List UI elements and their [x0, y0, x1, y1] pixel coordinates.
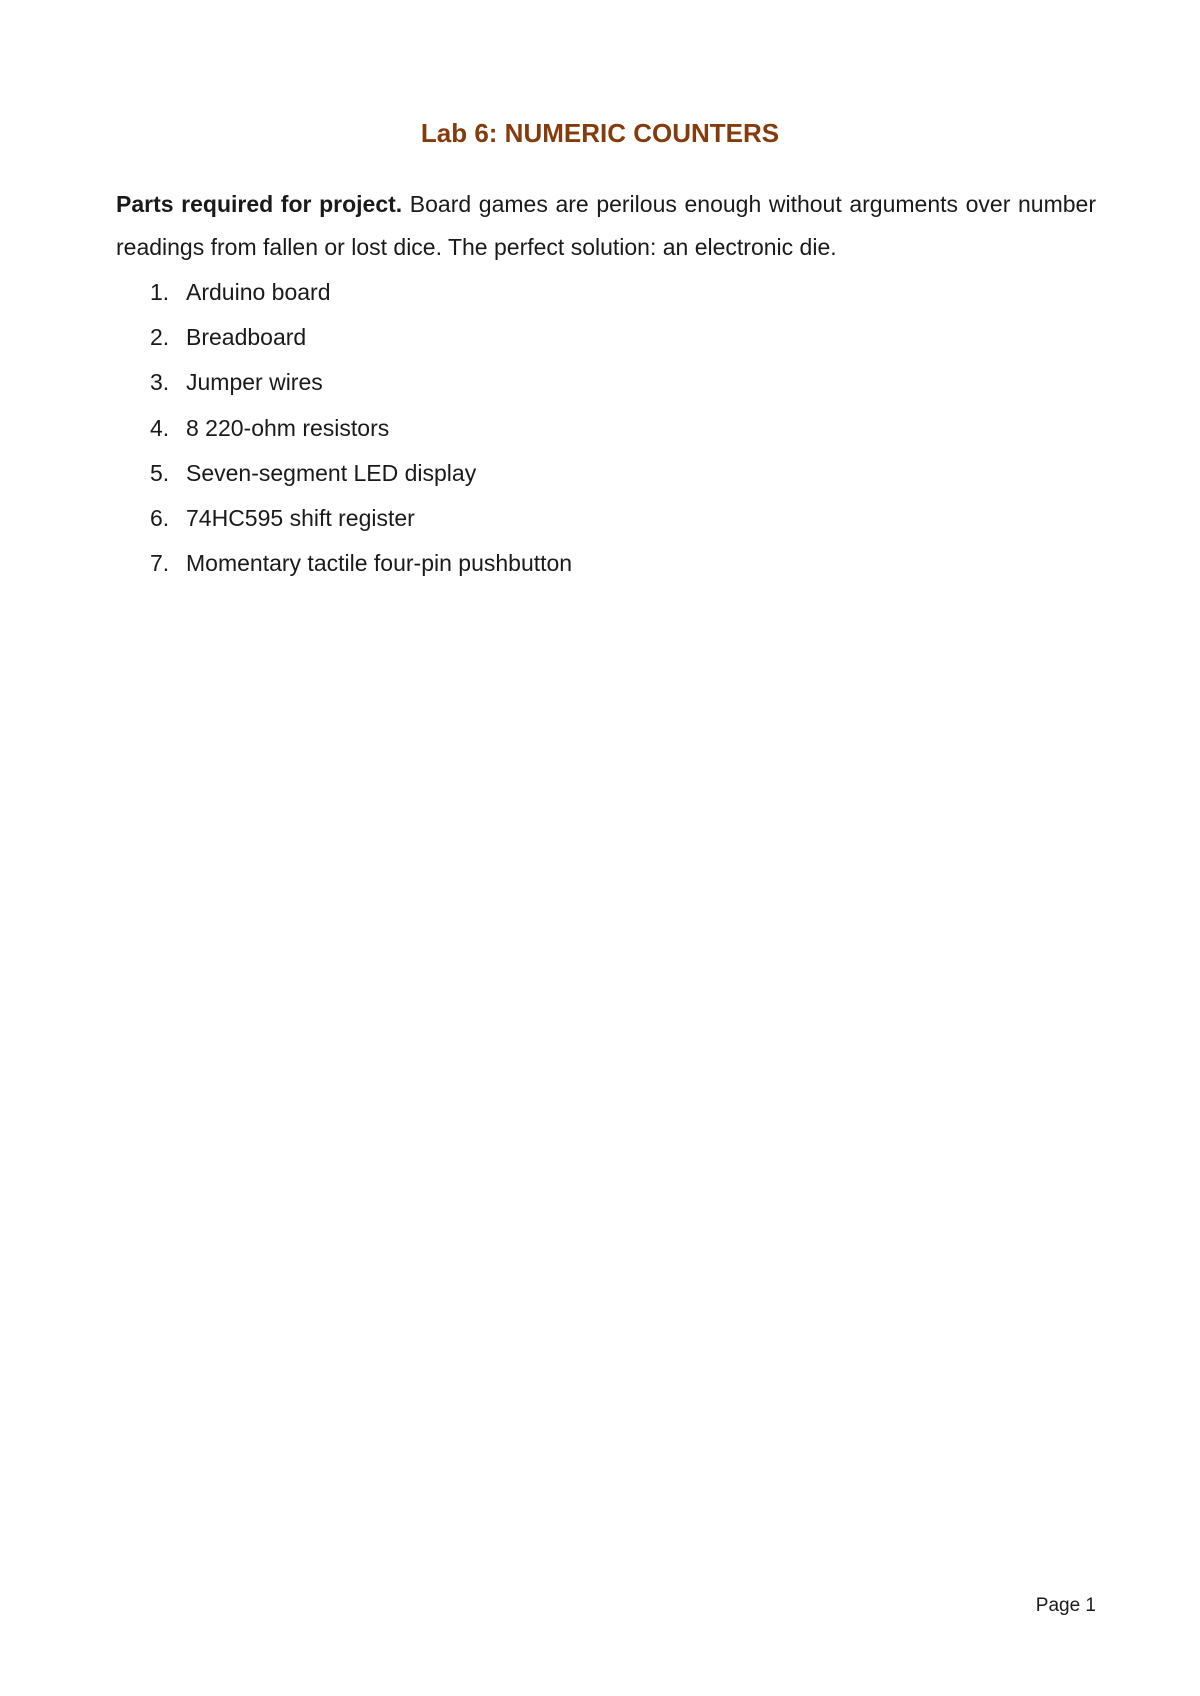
list-item-number: 7. — [150, 550, 170, 577]
list-item-number: 1. — [150, 279, 170, 305]
list-item-label: 74HC595 shift register — [186, 504, 415, 531]
page-number: Page 1 — [1035, 1595, 1096, 1616]
list-item-label: Momentary tactile four-pin pushbutton — [186, 550, 573, 577]
list-item — [150, 315, 572, 360]
list-item-label: 8 220-ohm resistors — [186, 414, 390, 441]
parts-list — [150, 270, 572, 586]
intro-paragraph — [116, 183, 1096, 269]
list-item — [150, 451, 572, 496]
page-title: Lab 6: NUMERIC COUNTERS — [420, 118, 780, 148]
list-item-number: 3. — [150, 369, 170, 396]
list-item-number: 5. — [150, 459, 170, 486]
list-item-number: 6. — [150, 504, 170, 531]
list-item-number: 2. — [150, 324, 170, 351]
list-item-label: Breadboard — [186, 324, 307, 351]
list-item-label: Jumper wires — [186, 369, 323, 396]
intro-lead: Parts required for project. — [116, 191, 403, 217]
list-item-label: Arduino board — [186, 279, 331, 305]
list-item-label: Seven-segment LED display — [186, 459, 477, 486]
list-item — [150, 541, 572, 586]
list-item — [150, 270, 572, 315]
list-item — [150, 406, 572, 451]
list-item-number: 4. — [150, 414, 170, 441]
intro-text: Board games are perilous enough without arguments over number readings from fallen or lost dice. The perfect solution: an electronic die. — [116, 191, 1096, 260]
list-item — [150, 360, 572, 405]
list-item — [150, 496, 572, 541]
